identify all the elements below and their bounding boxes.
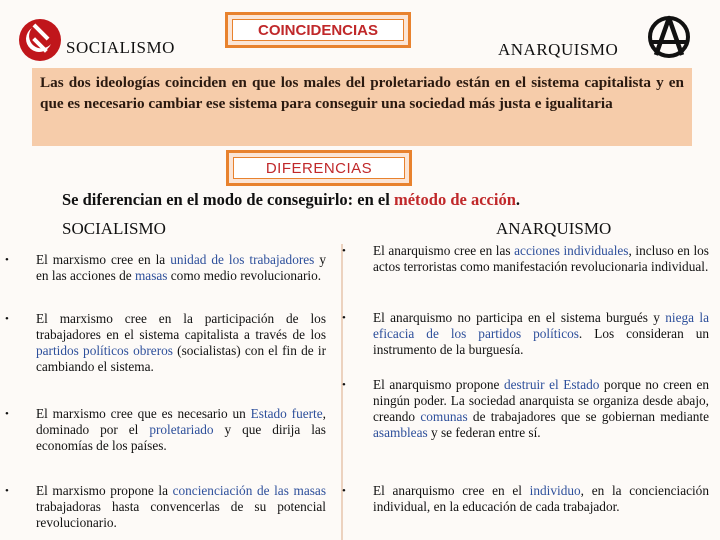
anarchy-circle-a-icon bbox=[646, 14, 692, 60]
point-text: . Los consideran un instrumento de la burguesía. bbox=[373, 326, 709, 357]
bullet-marker: • bbox=[5, 485, 9, 497]
differences-title-box bbox=[226, 150, 412, 186]
hammer-sickle-icon bbox=[18, 18, 62, 62]
point-text: , dominado por el bbox=[36, 406, 326, 437]
bullet-marker: • bbox=[5, 254, 9, 266]
anarchism-point bbox=[342, 377, 709, 441]
point-text: y en las acciones de bbox=[36, 252, 326, 283]
point-text: El anarquismo propone bbox=[373, 377, 504, 392]
sentence-highlight: método de acción bbox=[393, 190, 516, 209]
socialism-column-heading: SOCIALISMO bbox=[62, 219, 166, 238]
coincidences-title-box bbox=[225, 12, 411, 48]
point-text: El anarquismo cree en el bbox=[373, 483, 530, 498]
anarchism-label: ANARQUISMO bbox=[498, 40, 619, 59]
highlighted-term: acciones individuales bbox=[514, 243, 629, 258]
coincidences-title: COINCIDENCIAS bbox=[232, 19, 404, 41]
highlighted-term: unidad de los trabajadores bbox=[170, 252, 315, 267]
socialism-point bbox=[5, 406, 326, 454]
sentence-prefix: Se diferencian en el modo de conseguirlo: en el bbox=[62, 190, 394, 209]
highlighted-term: masas bbox=[134, 268, 168, 283]
anarchism-point bbox=[342, 310, 709, 358]
highlighted-term: niega la eficacia de los partidos políticos bbox=[373, 310, 709, 341]
highlighted-term: proletariado bbox=[149, 422, 214, 437]
point-text: El anarquismo cree en las bbox=[373, 243, 515, 258]
point-text: y que dirija las economías de los países. bbox=[36, 422, 326, 453]
point-text: , incluso en los actos terroristas como manifestación revolucionaria individual. bbox=[373, 243, 709, 274]
highlighted-term: concienciación de las masas bbox=[172, 483, 326, 498]
point-text: El marxismo propone la bbox=[36, 483, 173, 498]
highlighted-term: asambleas bbox=[373, 425, 428, 440]
bullet-marker: • bbox=[342, 312, 346, 324]
coincidences-text: Las dos ideologías coinciden en que los males del proletariado están en el sistema capitalista y en que es necesario cambiar ese sistema para conseguir una sociedad más justa e igualitaria bbox=[32, 68, 692, 146]
anarchism-column-heading: ANARQUISMO bbox=[496, 219, 612, 238]
highlighted-term: Estado fuerte bbox=[250, 406, 323, 421]
point-text: y se federan entre sí. bbox=[427, 425, 541, 440]
point-text: (socialistas) con el fin de ir cambiando el sistema. bbox=[36, 343, 326, 374]
point-text: trabajadoras hasta convencerlas de su potencial revolucionario. bbox=[36, 499, 326, 530]
socialism-point bbox=[5, 311, 326, 375]
differences-sentence bbox=[62, 190, 520, 210]
socialism-point bbox=[5, 252, 326, 284]
highlighted-term: partidos políticos obreros bbox=[36, 343, 173, 358]
bullet-marker: • bbox=[342, 379, 346, 391]
anarchism-point bbox=[342, 243, 709, 275]
sentence-suffix: . bbox=[515, 190, 520, 209]
point-text: porque no creen en ningún poder. La sociedad anarquista se organiza desde abajo, creando bbox=[373, 377, 709, 424]
point-text: El anarquismo no participa en el sistema burgués y bbox=[373, 310, 666, 325]
bullet-marker: • bbox=[342, 245, 346, 257]
point-text: de trabajadores que se gobiernan mediante bbox=[467, 409, 709, 424]
point-text: como medio revolucionario. bbox=[167, 268, 322, 283]
highlighted-term: comunas bbox=[420, 409, 468, 424]
anarchism-point bbox=[342, 483, 709, 515]
bullet-marker: • bbox=[342, 485, 346, 497]
point-text: , en la concienciación individual, en la educación de cada trabajador. bbox=[373, 483, 709, 514]
highlighted-term: individuo bbox=[529, 483, 581, 498]
socialism-label: SOCIALISMO bbox=[66, 38, 175, 57]
point-text: El marxismo cree en la participación de los trabajadores en el sistema capitalista a través de los bbox=[36, 311, 326, 342]
highlighted-term: destruir el Estado bbox=[503, 377, 600, 392]
bullet-marker: • bbox=[5, 313, 9, 325]
point-text: El marxismo cree que es necesario un bbox=[36, 406, 251, 421]
differences-title: DIFERENCIAS bbox=[233, 157, 405, 179]
socialism-point bbox=[5, 483, 326, 531]
point-text: El marxismo cree en la bbox=[36, 252, 171, 267]
bullet-marker: • bbox=[5, 408, 9, 420]
